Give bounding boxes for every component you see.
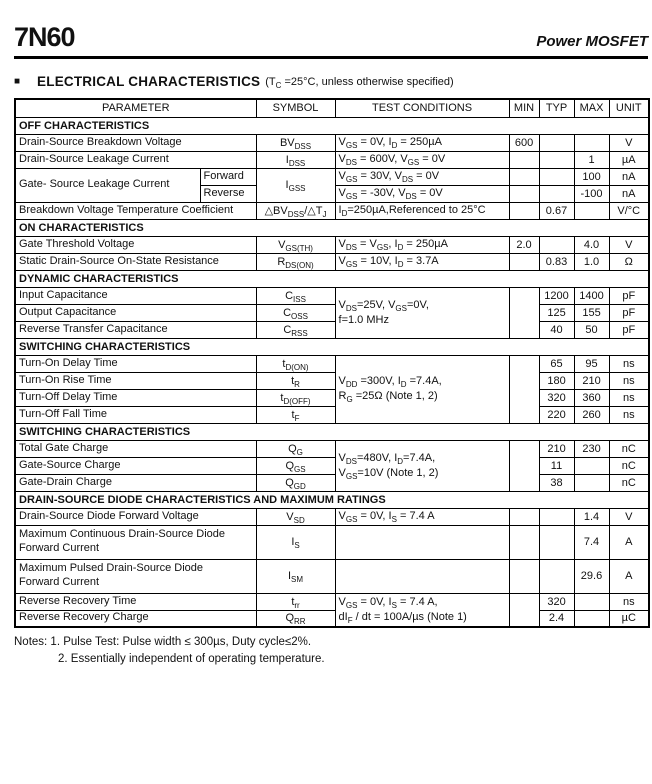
param-sub-cell: Reverse — [200, 185, 256, 202]
max-cell — [574, 457, 609, 474]
cond-cell: $V_{DD} =300V$, $I_D =7.4A$, $R_G =25\Omega$ (Note 1, 2) — [335, 355, 509, 423]
max-cell: 4.0 — [574, 236, 609, 253]
section-label: SWITCHING CHARACTERISTICS — [15, 423, 649, 440]
min-cell — [509, 525, 539, 559]
unit-cell: ns — [609, 372, 649, 389]
symbol-cell: $I_{SM}$ — [256, 559, 335, 593]
param-cell: Turn-On Delay Time — [15, 355, 256, 372]
typ-cell: 220 — [539, 406, 574, 423]
note-2: 2. Essentially independent of operating temperature. — [58, 652, 325, 665]
symbol-cell: $C_{RSS}$ — [256, 321, 335, 338]
col-header-unit: UNIT — [609, 99, 649, 117]
symbol-cell: $t_R$ — [256, 372, 335, 389]
cond-cell — [335, 525, 509, 559]
section-title: ELECTRICAL CHARACTERISTICS — [37, 74, 261, 89]
typ-cell — [539, 151, 574, 168]
max-cell — [574, 474, 609, 491]
table-row — [15, 253, 649, 270]
max-cell — [574, 134, 609, 151]
symbol-cell: $V_{SD}$ — [256, 508, 335, 525]
param-cell: Turn-On Rise Time — [15, 372, 256, 389]
param-cell: Output Capacitance — [15, 304, 256, 321]
typ-cell: 125 — [539, 304, 574, 321]
footnotes — [14, 634, 648, 667]
typ-cell — [539, 185, 574, 202]
table-row — [15, 440, 649, 457]
symbol-cell: $R_{DS(ON)}$ — [256, 253, 335, 270]
symbol-cell: $t_F$ — [256, 406, 335, 423]
typ-cell: 1200 — [539, 287, 574, 304]
cond-cell: $I_D=250\mu A,Referenced$ to 25°C — [335, 202, 509, 219]
symbol-cell: $Q_{GD}$ — [256, 474, 335, 491]
section-test-condition: ($T_C =25^\circ C$, unless otherwise specified) — [265, 75, 454, 90]
typ-cell: 38 — [539, 474, 574, 491]
cond-cell: $V_{DS}=25V$, $V_{GS}=0V$, f=1.0 MHz — [335, 287, 509, 338]
unit-cell: nC — [609, 474, 649, 491]
typ-cell: 0.83 — [539, 253, 574, 270]
symbol-cell: $\triangle BV_{DSS}/\triangle T_J$ — [256, 202, 335, 219]
section-row — [15, 117, 649, 134]
max-cell: 100 — [574, 168, 609, 185]
min-cell — [509, 440, 539, 491]
param-cell: Drain-Source Diode Forward Voltage — [15, 508, 256, 525]
section-label: DYNAMIC CHARACTERISTICS — [15, 270, 649, 287]
symbol-cell: $Q_{RR}$ — [256, 610, 335, 627]
unit-cell: nC — [609, 457, 649, 474]
max-cell: 260 — [574, 406, 609, 423]
param-cell: Gate-Drain Charge — [15, 474, 256, 491]
device-family: Power MOSFET — [536, 33, 648, 50]
typ-cell — [539, 236, 574, 253]
col-header-typ: TYP — [539, 99, 574, 117]
param-cell: Maximum Continuous Drain-Source Diode Forward Current — [15, 525, 256, 559]
cond-cell: $V_{GS} = 0V$, $I_S = 7.4$ A — [335, 508, 509, 525]
unit-cell: µA — [609, 151, 649, 168]
max-cell: 360 — [574, 389, 609, 406]
max-cell: 230 — [574, 440, 609, 457]
table-row — [15, 610, 649, 627]
col-header-min: MIN — [509, 99, 539, 117]
table-row — [15, 593, 649, 610]
typ-cell: 320 — [539, 389, 574, 406]
min-cell — [509, 151, 539, 168]
table-row — [15, 168, 649, 185]
typ-cell: 180 — [539, 372, 574, 389]
typ-cell — [539, 559, 574, 593]
param-cell: Maximum Pulsed Drain-Source Diode Forward Current — [15, 559, 256, 593]
unit-cell: V/°C — [609, 202, 649, 219]
symbol-cell: $I_S$ — [256, 525, 335, 559]
min-cell — [509, 185, 539, 202]
param-cell: Gate- Source Leakage Current — [15, 168, 200, 202]
section-heading — [14, 74, 648, 89]
cond-cell: $V_{GS} = 0V$, $I_D = 250\mu A$ — [335, 134, 509, 151]
unit-cell: pF — [609, 321, 649, 338]
max-cell: 1.0 — [574, 253, 609, 270]
table-row — [15, 321, 649, 338]
param-cell: Turn-Off Fall Time — [15, 406, 256, 423]
param-cell: Drain-Source Breakdown Voltage — [15, 134, 256, 151]
max-cell: 95 — [574, 355, 609, 372]
section-row — [15, 270, 649, 287]
typ-cell: 2.4 — [539, 610, 574, 627]
typ-cell — [539, 508, 574, 525]
electrical-characteristics-table — [14, 98, 650, 628]
symbol-cell: $BV_{DSS}$ — [256, 134, 335, 151]
param-cell: Input Capacitance — [15, 287, 256, 304]
col-header-symbol: SYMBOL — [256, 99, 335, 117]
max-cell — [574, 610, 609, 627]
unit-cell: pF — [609, 287, 649, 304]
table-row — [15, 508, 649, 525]
note-1: Notes: 1. Pulse Test: Pulse width ≤ 300µs, Duty cycle≤2%. — [14, 636, 312, 648]
max-cell — [574, 593, 609, 610]
section-row — [15, 491, 649, 508]
max-cell: 210 — [574, 372, 609, 389]
table-row — [15, 304, 649, 321]
unit-cell: V — [609, 134, 649, 151]
cond-cell — [335, 559, 509, 593]
symbol-cell: $t_{D(OFF)}$ — [256, 389, 335, 406]
unit-cell: ns — [609, 355, 649, 372]
typ-cell: 210 — [539, 440, 574, 457]
min-cell — [509, 168, 539, 185]
section-label: ON CHARACTERISTICS — [15, 219, 649, 236]
col-header-max: MAX — [574, 99, 609, 117]
cond-cell: $V_{GS} = 30V$, $V_{DS} = 0V$ — [335, 168, 509, 185]
param-sub-cell: Forward — [200, 168, 256, 185]
section-label: SWITCHING CHARACTERISTICS — [15, 338, 649, 355]
col-header-parameter: PARAMETER — [15, 99, 256, 117]
param-cell: Gate Threshold Voltage — [15, 236, 256, 253]
cond-cell: $V_{GS} = 0V$, $I_S = 7.4$ A, $dI_F$ / dt = 100A/µs (Note 1) — [335, 593, 509, 627]
symbol-cell: $Q_G$ — [256, 440, 335, 457]
symbol-cell: $I_{GSS}$ — [256, 168, 335, 202]
square-bullet-icon: ■ — [14, 75, 21, 87]
unit-cell: µC — [609, 610, 649, 627]
param-cell: Breakdown Voltage Temperature Coefficient — [15, 202, 256, 219]
typ-cell: 0.67 — [539, 202, 574, 219]
typ-cell: 65 — [539, 355, 574, 372]
unit-cell: ns — [609, 593, 649, 610]
unit-cell: Ω — [609, 253, 649, 270]
min-cell — [509, 559, 539, 593]
cond-cell: $V_{DS}=480V$, $I_D=7.4A$, $V_{GS}=10V$ (Note 1, 2) — [335, 440, 509, 491]
max-cell: 7.4 — [574, 525, 609, 559]
param-cell: Static Drain-Source On-State Resistance — [15, 253, 256, 270]
param-cell: Total Gate Charge — [15, 440, 256, 457]
symbol-cell: $V_{GS(TH)}$ — [256, 236, 335, 253]
cond-cell: $V_{DS} = 600V$, $V_{GS} = 0V$ — [335, 151, 509, 168]
typ-cell — [539, 168, 574, 185]
unit-cell: ns — [609, 406, 649, 423]
table-row — [15, 355, 649, 372]
unit-cell: pF — [609, 304, 649, 321]
section-row — [15, 219, 649, 236]
min-cell — [509, 355, 539, 423]
table-row — [15, 236, 649, 253]
table-row — [15, 525, 649, 559]
symbol-cell: $C_{ISS}$ — [256, 287, 335, 304]
min-cell — [509, 508, 539, 525]
unit-cell: nA — [609, 185, 649, 202]
max-cell: 29.6 — [574, 559, 609, 593]
param-cell: Reverse Recovery Time — [15, 593, 256, 610]
param-cell: Drain-Source Leakage Current — [15, 151, 256, 168]
max-cell — [574, 202, 609, 219]
part-number: 7N60 — [14, 22, 75, 52]
param-cell: Reverse Transfer Capacitance — [15, 321, 256, 338]
unit-cell: ns — [609, 389, 649, 406]
symbol-cell: $C_{OSS}$ — [256, 304, 335, 321]
col-header-test-conditions: TEST CONDITIONS — [335, 99, 509, 117]
min-cell: 600 — [509, 134, 539, 151]
cond-cell: $V_{GS} = -30V$, $V_{DS} = 0V$ — [335, 185, 509, 202]
table-row — [15, 134, 649, 151]
min-cell: 2.0 — [509, 236, 539, 253]
max-cell: 1.4 — [574, 508, 609, 525]
cond-cell: $V_{GS} = 10V$, $I_D = 3.7A$ — [335, 253, 509, 270]
unit-cell: A — [609, 525, 649, 559]
typ-cell: 40 — [539, 321, 574, 338]
min-cell — [509, 202, 539, 219]
document-header — [14, 24, 648, 59]
table-row — [15, 406, 649, 423]
max-cell: -100 — [574, 185, 609, 202]
table-header-row — [15, 99, 649, 117]
symbol-cell: $t_{D(ON)}$ — [256, 355, 335, 372]
symbol-cell: $I_{DSS}$ — [256, 151, 335, 168]
max-cell: 155 — [574, 304, 609, 321]
unit-cell: A — [609, 559, 649, 593]
table-row — [15, 474, 649, 491]
typ-cell: 11 — [539, 457, 574, 474]
unit-cell: nA — [609, 168, 649, 185]
typ-cell — [539, 525, 574, 559]
max-cell: 1400 — [574, 287, 609, 304]
table-row — [15, 389, 649, 406]
table-row — [15, 559, 649, 593]
typ-cell: 320 — [539, 593, 574, 610]
table-row — [15, 202, 649, 219]
table-row — [15, 287, 649, 304]
unit-cell: nC — [609, 440, 649, 457]
table-row — [15, 372, 649, 389]
min-cell — [509, 253, 539, 270]
unit-cell: V — [609, 236, 649, 253]
param-cell: Gate-Source Charge — [15, 457, 256, 474]
section-label: OFF CHARACTERISTICS — [15, 117, 649, 134]
param-cell: Turn-Off Delay Time — [15, 389, 256, 406]
table-row — [15, 457, 649, 474]
max-cell: 1 — [574, 151, 609, 168]
min-cell — [509, 593, 539, 627]
section-row — [15, 338, 649, 355]
section-label: DRAIN-SOURCE DIODE CHARACTERISTICS AND MAXIMUM RATINGS — [15, 491, 649, 508]
table-row — [15, 151, 649, 168]
min-cell — [509, 287, 539, 338]
symbol-cell: $Q_{GS}$ — [256, 457, 335, 474]
symbol-cell: $t_{rr}$ — [256, 593, 335, 610]
cond-cell: $V_{DS} = V_{GS}$, $I_D = 250\mu A$ — [335, 236, 509, 253]
section-row — [15, 423, 649, 440]
typ-cell — [539, 134, 574, 151]
max-cell: 50 — [574, 321, 609, 338]
param-cell: Reverse Recovery Charge — [15, 610, 256, 627]
unit-cell: V — [609, 508, 649, 525]
